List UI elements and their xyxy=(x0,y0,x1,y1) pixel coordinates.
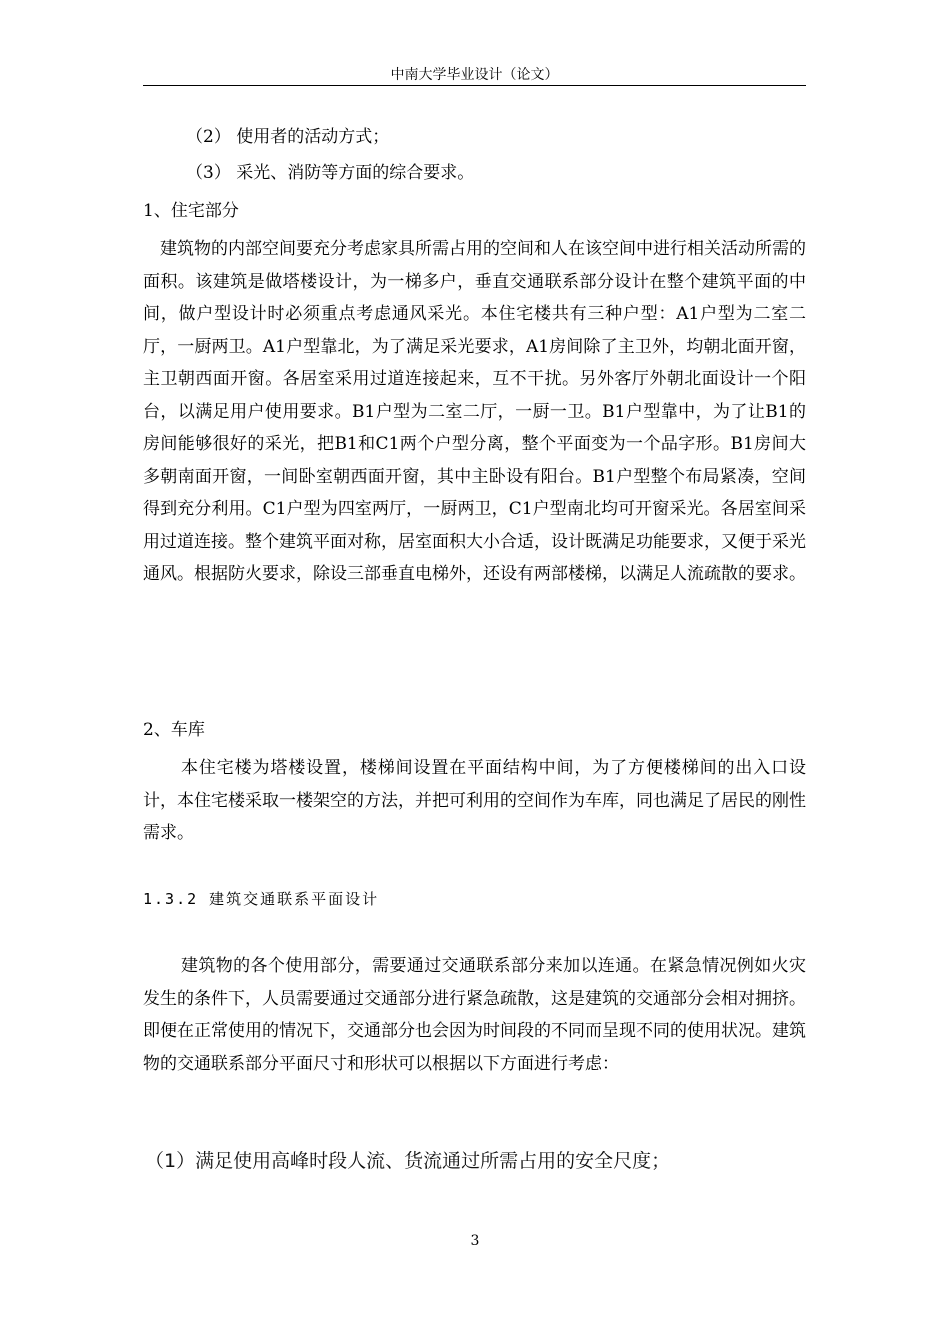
section-heading-residential: 1、住宅部分 xyxy=(143,201,239,221)
header-rule xyxy=(143,85,806,86)
list-item-3: （3） 采光、消防等方面的综合要求。 xyxy=(186,163,475,183)
list-item-2: （2） 使用者的活动方式； xyxy=(186,127,390,147)
page-number: 3 xyxy=(470,1233,480,1249)
paragraph-residential: 建筑物的内部空间要充分考虑家具所需占用的空间和人在该空间中进行相关活动所需的面积。该建筑是做塔楼设计，为一梯多户，垂直交通联系部分设计在整个建筑平面的中间，做户型设计时必须重点考虑通风采光。本住宅楼共有三种户型：A1户型为二室二厅，一厨两卫。A1户型靠北，为了满足采光要求，A1房间除了主卫外，均朝北面开窗，主卫朝西面开窗。各居室采用过道连接起来，互不干扰。另外客厅外朝北面设计一个阳台，以满足用户使用要求。B1户型为二室二厅，一厨一卫。B1户型靠中，为了让B1的房间能够很好的采光，把B1和C1两个户型分离，整个平面变为一个品字形。B1房间大多朝南面开窗，一间卧室朝西面开窗，其中主卧设有阳台。B1户型整个布局紧凑，空间得到充分利用。C1户型为四室两厅，一厨两卫，C1户型南北均可开窗采光。各居室间采用过道连接。整个建筑平面对称，居室面积大小合适，设计既满足功能要求，又便于采光通风。根据防火要求，除设三部垂直电梯外，还设有两部楼梯，以满足人流疏散的要求。 xyxy=(143,239,806,584)
list-item-traffic-1: （1）满足使用高峰时段人流、货流通过所需占用的安全尺度； xyxy=(145,1150,671,1172)
section-heading-traffic: 1.3.2 建筑交通联系平面设计 xyxy=(143,890,380,908)
header-title: 中南大学毕业设计（论文） xyxy=(390,67,559,83)
paragraph-traffic: 建筑物的各个使用部分，需要通过交通联系部分来加以连通。在紧急情况例如火灾发生的条件下，人员需要通过交通部分进行紧急疏散，这是建筑的交通部分会相对拥挤。即便在正常使用的情况下，交通部分也会因为时间段的不同而呈现不同的使用状况。建筑物的交通联系部分平面尺寸和形状可以根据以下方面进行考虑： xyxy=(143,956,806,1074)
section-heading-garage: 2、车库 xyxy=(143,720,205,740)
paragraph-garage: 本住宅楼为塔楼设置，楼梯间设置在平面结构中间，为了方便楼梯间的出入口设计，本住宅楼采取一楼架空的方法，并把可利用的空间作为车库，同也满足了居民的刚性需求。 xyxy=(143,758,806,843)
